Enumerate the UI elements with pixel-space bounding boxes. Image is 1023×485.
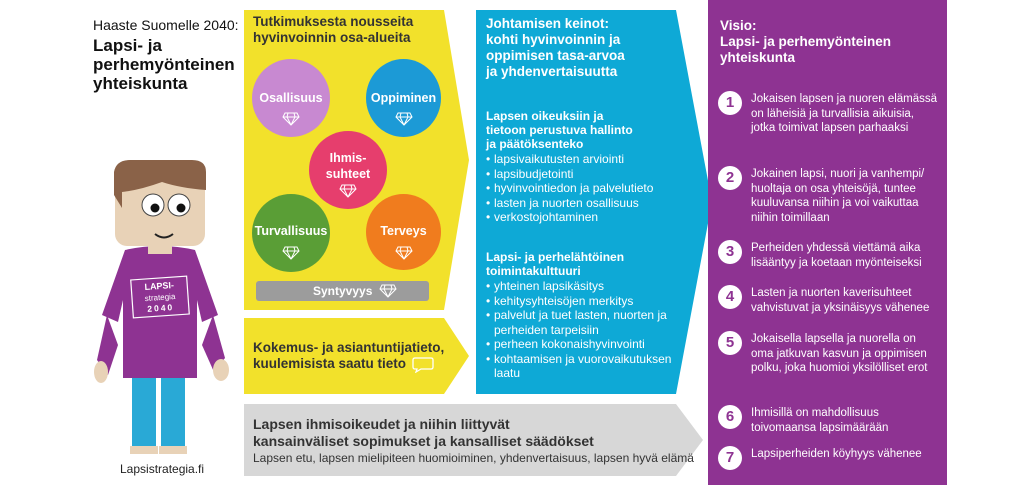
means-section-title — [486, 109, 686, 151]
list-item: • lapsibudjetointi — [486, 167, 686, 182]
left-shoe — [130, 446, 158, 454]
vision-number: 7 — [718, 446, 742, 470]
means-title-line: oppimisen tasa-arvoa — [486, 48, 625, 63]
child-figure-illustration — [90, 150, 250, 460]
list-item: • yhteinen lapsikäsitys — [486, 279, 681, 294]
vision-text: Jokaisella lapsella ja nuorella on oma jatkuvan kasvun ja oppimisen polku, joka huomioi yksilölliset erot — [751, 333, 928, 374]
means-title-line: kohti hyvinvoinnin ja — [486, 32, 621, 47]
list-item: • perheen kokonaishyvinvointi — [486, 337, 681, 352]
circle-label — [309, 150, 387, 182]
vision-text: Ihmisillä on mahdollisuus toivomaansa lapsimäärään — [751, 407, 889, 434]
right-hand — [213, 359, 229, 381]
title-line: perhemyönteinen — [93, 55, 235, 74]
vision-text: Lapsiperheiden köyhyys vähenee — [751, 448, 922, 460]
list-item: • verkostojohtaminen — [486, 210, 686, 225]
rights-title-line: kansainväliset sopimukset ja kansalliset säädökset — [253, 433, 594, 449]
vision-number: 1 — [718, 91, 742, 115]
list-item: • kehitysyhteisöjen merkitys — [486, 294, 681, 309]
logo-mid: strategia — [144, 291, 176, 304]
syntyvyys-label: Syntyvyys — [313, 284, 373, 298]
circle-oppiminen — [366, 59, 441, 137]
vision-title-line: Visio: — [720, 18, 757, 33]
vision-number: 4 — [718, 285, 742, 309]
list-item: • palvelut ja tuet lasten, nuorten ja perheiden tarpeisiin — [486, 308, 681, 337]
circle-label: Oppiminen — [370, 91, 437, 105]
research-title-line: Tutkimuksesta nousseita — [253, 14, 414, 29]
diamond-icon — [282, 246, 300, 260]
rights-title — [253, 416, 693, 450]
syntyvyys-bar — [256, 281, 429, 301]
vision-number: 6 — [718, 405, 742, 429]
list-item: • kohtaamisen ja vuorovaikutuksen laatu — [486, 352, 681, 381]
vision-text: Jokaisen lapsen ja nuoren elämässä on läheisiä ja turvallisia aikuisia, jotka toimivat lapsen parhaaksi — [751, 93, 938, 134]
means-section-governance — [486, 109, 686, 225]
means-title — [486, 16, 646, 80]
diamond-icon — [282, 112, 300, 126]
diamond-icon — [395, 246, 413, 260]
list-item: • lasten ja nuorten osallisuus — [486, 196, 686, 211]
right-leg — [161, 372, 185, 452]
title-line: yhteiskunta — [93, 74, 188, 93]
vision-text: Perheiden yhdessä viettämä aika lisääntyy ja koetaan myönteiseksi — [751, 242, 922, 269]
speech-bubble-icon — [412, 357, 434, 373]
means-section-title-line: toimintakulttuuri — [486, 264, 581, 278]
circle-label: Osallisuus — [259, 91, 323, 105]
vision-title-line: yhteiskunta — [720, 50, 796, 65]
vision-number: 3 — [718, 240, 742, 264]
logo-top: LAPSI- — [144, 280, 175, 293]
vision-number: 2 — [718, 166, 742, 190]
kicker-text: Haaste Suomelle 2040: — [93, 17, 239, 33]
vision-number: 5 — [718, 331, 742, 355]
research-title — [253, 14, 443, 46]
vision-text: Jokainen lapsi, nuori ja vanhempi/ huoltaja on osa yhteisöjä, tuntee kuuluvansa niihin ja voi vaikuttaa niihin toimillaan — [751, 168, 925, 224]
circle-label-line: Ihmis- — [329, 151, 367, 165]
circle-terveys — [366, 194, 441, 270]
means-title-line: ja yhdenvertaisuutta — [486, 64, 618, 79]
circle-osallisuus — [252, 59, 330, 137]
logo-year: 2040 — [146, 302, 175, 314]
site-link[interactable]: Lapsistrategia.fi — [120, 462, 205, 476]
diamond-icon — [339, 184, 357, 198]
left-leg — [132, 372, 156, 452]
experience-title-line: Kokemus- ja asiantuntijatieto, — [253, 340, 445, 355]
page-title — [93, 36, 253, 93]
research-title-line: hyvinvoinnin osa-alueita — [253, 30, 411, 45]
list-item: • hyvinvointiedon ja palvelutieto — [486, 181, 686, 196]
rights-subtitle: Lapsen etu, lapsen mielipiteen huomioiminen, yhdenvertaisuus, lapsen hyvä elämä — [253, 451, 694, 465]
vision-title-line: Lapsi- ja perhemyönteinen — [720, 34, 892, 49]
list-item: • lapsivaikutusten arviointi — [486, 152, 686, 167]
means-section-list — [486, 279, 681, 381]
diamond-icon — [379, 284, 397, 298]
vision-text: Lasten ja nuorten kaverisuhteet vahvistuvat ja yksinäisyys vähenee — [751, 287, 930, 314]
circle-label-line: suhteet — [325, 167, 371, 181]
circle-label: Terveys — [380, 224, 427, 238]
means-section-title-line: ja päätöksenteko — [486, 137, 584, 151]
rights-title-line: Lapsen ihmisoikeudet ja niihin liittyvät — [253, 416, 510, 432]
circle-ihmissuhteet — [309, 131, 387, 209]
circle-label: Turvallisuus — [254, 224, 328, 238]
means-section-list — [486, 152, 686, 225]
means-section-title-line: Lapsi- ja perhelähtöinen — [486, 250, 625, 264]
means-section-title-line: Lapsen oikeuksiin ja — [486, 109, 604, 123]
means-section-title — [486, 250, 681, 278]
left-hand — [94, 361, 108, 383]
title-line: Lapsi- ja — [93, 36, 162, 55]
means-section-title-line: tietoon perustuva hallinto — [486, 123, 633, 137]
means-title-line: Johtamisen keinot: — [486, 16, 610, 31]
vision-title — [720, 18, 920, 66]
experience-title-line: kuulemisista saatu tieto — [253, 356, 407, 371]
diamond-icon — [395, 112, 413, 126]
right-shoe — [159, 446, 187, 454]
means-section-culture — [486, 250, 681, 381]
circle-turvallisuus — [252, 194, 330, 272]
